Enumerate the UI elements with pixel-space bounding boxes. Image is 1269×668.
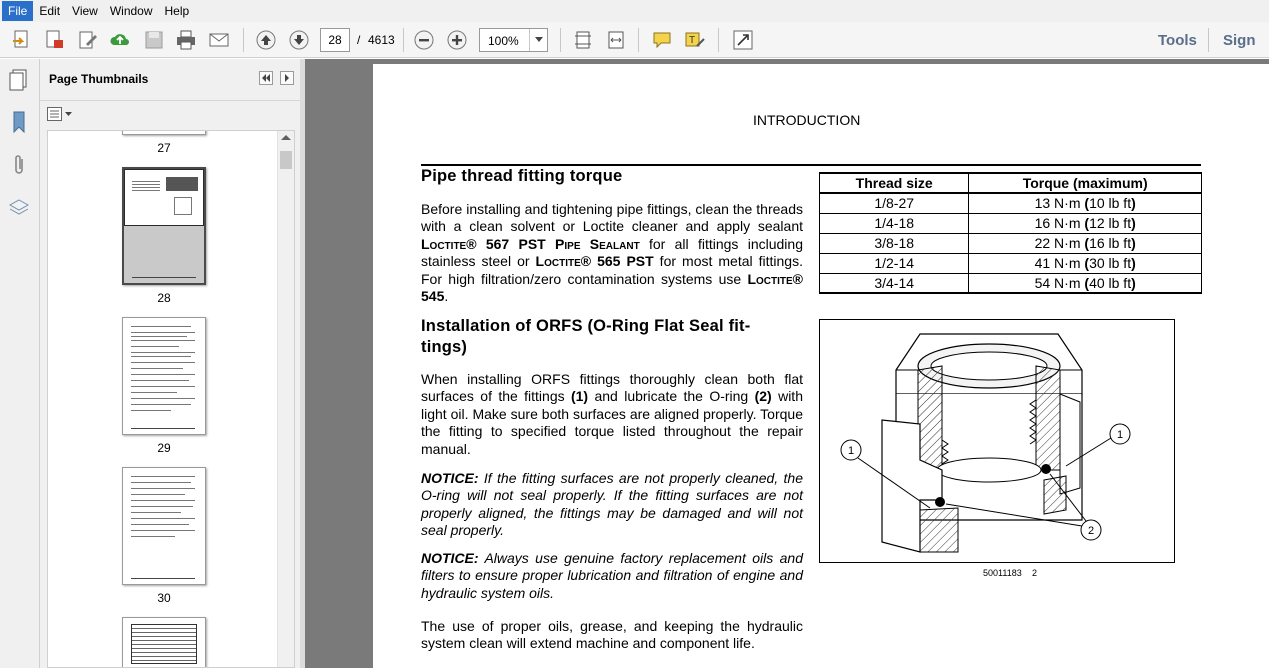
zoom-select[interactable] [479,28,548,52]
menu-bar [0,0,1269,22]
table-row: 3/8-18 22 N·m (16 lb ft) [820,233,1202,253]
tools-button[interactable]: Tools [1158,32,1197,49]
scroll-thumb[interactable] [280,151,292,169]
callout-1-left: 1 [847,445,855,457]
zoom-out-icon[interactable] [412,28,436,52]
orfs-fitting-diagram [819,319,1175,563]
panel-title: Page Thumbnails [49,72,149,86]
callout-1-right: 1 [1116,429,1124,441]
layers-icon[interactable] [6,195,32,221]
sign-button[interactable]: Sign [1223,32,1256,49]
torque-table [819,172,1202,294]
menu-edit[interactable]: Edit [39,4,61,18]
comment-icon[interactable] [650,28,674,52]
thumbnail-page-30[interactable] [122,467,206,585]
pdf-page [373,64,1269,668]
menu-window[interactable]: Window [109,4,153,18]
create-pdf-red-icon[interactable] [42,28,66,52]
menu-file[interactable]: File [2,1,33,21]
thumbnail-list [47,130,295,668]
expand-icon[interactable] [731,28,755,52]
document-viewer [305,59,1269,668]
thumbnail-page-28[interactable] [122,167,206,285]
thumbnail-label: 28 [157,291,171,305]
next-page-icon[interactable] [287,28,311,52]
thumbnail-label: 27 [157,141,171,155]
callout-2: 2 [1087,525,1095,537]
thumbnail-options [40,101,300,129]
table-row: 1/4-18 16 N·m (12 lb ft) [820,213,1202,233]
navigation-rail [0,59,40,668]
email-icon[interactable] [207,28,231,52]
fit-width-icon[interactable] [604,28,628,52]
highlight-text-icon[interactable] [683,28,707,52]
create-pdf-icon[interactable] [10,28,34,52]
edit-document-icon[interactable] [76,28,100,52]
fit-page-icon[interactable] [571,28,595,52]
zoom-value: 100% [488,34,519,48]
save-icon[interactable] [142,28,166,52]
page-header: INTRODUCTION [753,112,861,128]
collapse-panel-icon[interactable] [259,71,273,85]
notice-paragraph: NOTICE: Always use genuine factory replacement oils and filters to ensure proper lubrication and filtration of engine and hydraulic system oils. [421,550,803,601]
figure-number: 2 [1032,568,1038,578]
section-title-orfs: Installation of ORFS (O-Ring Flat Seal fit- tings) [421,317,751,356]
print-icon[interactable] [174,28,198,52]
zoom-in-icon[interactable] [445,28,469,52]
bookmarks-icon[interactable] [6,109,32,135]
notice-paragraph: NOTICE: If the fitting surfaces are not properly cleaned, the O-ring will not seal properly. If the fitting surfaces are not properly aligned, the fittings may be damaged and will not seal properly. [421,470,803,539]
menu-view[interactable]: View [72,4,98,18]
table-row: 3/4-14 54 N·m (40 lb ft) [820,273,1202,293]
toolbar [0,22,1269,58]
thumbnail-page-27[interactable] [122,130,206,135]
page-separator: / [357,33,361,47]
closing-paragraph: The use of proper oils, grease, and keeping the hydraulic system clean will extend machine and component life. [421,618,803,652]
table-header: Thread size [820,173,969,193]
page-number-input[interactable]: 28 [320,28,350,52]
svg-text:T: T [689,35,696,46]
header-rule [421,164,1201,166]
cloud-upload-icon[interactable] [108,28,132,52]
chevron-down-icon[interactable] [529,29,547,51]
pipe-thread-paragraph: Before installing and tightening pipe fittings, clean the threads with a clean solvent or Loctite cleaner and apply sealant Loctite® 567 PST Pipe Sealant for all fittings including stainless steel or Loctite® 565 PST for most metal fittings. For high filtration/zero contamination systems use Loctite® 545. [421,201,803,305]
thumbnail-page-31[interactable] [122,617,206,668]
menu-help[interactable]: Help [164,4,190,18]
expand-panel-icon[interactable] [280,71,294,85]
orfs-paragraph: When installing ORFS fittings thoroughly clean both flat surfaces of the fittings (1) and lubricate the O-ring (2) with light oil. Make sure both surfaces are aligned properly. Torque the fitting to specified torque listed throughout the repair manual. [421,371,803,457]
section-title-pipe-thread: Pipe thread fitting torque [421,167,623,185]
thumbnail-page-29[interactable] [122,317,206,435]
options-menu-icon[interactable] [47,107,73,124]
thumbnail-label: 29 [157,441,171,455]
attachments-icon[interactable] [6,152,32,178]
page-thumbnails-icon[interactable] [6,67,32,93]
table-row: 1/8-27 13 N·m (10 lb ft) [820,193,1202,213]
scroll-up-icon[interactable] [281,135,291,140]
figure-code: 50011183 [983,568,1022,578]
thumbnails-panel [40,59,300,668]
thumbnail-scrollbar[interactable] [277,131,294,668]
thumbnail-label: 30 [157,591,171,605]
panel-header [40,59,300,101]
page-total: 4613 [368,33,395,47]
previous-page-icon[interactable] [254,28,278,52]
table-header: Torque (maximum) [969,173,1202,193]
table-row: 1/2-14 41 N·m (30 lb ft) [820,253,1202,273]
